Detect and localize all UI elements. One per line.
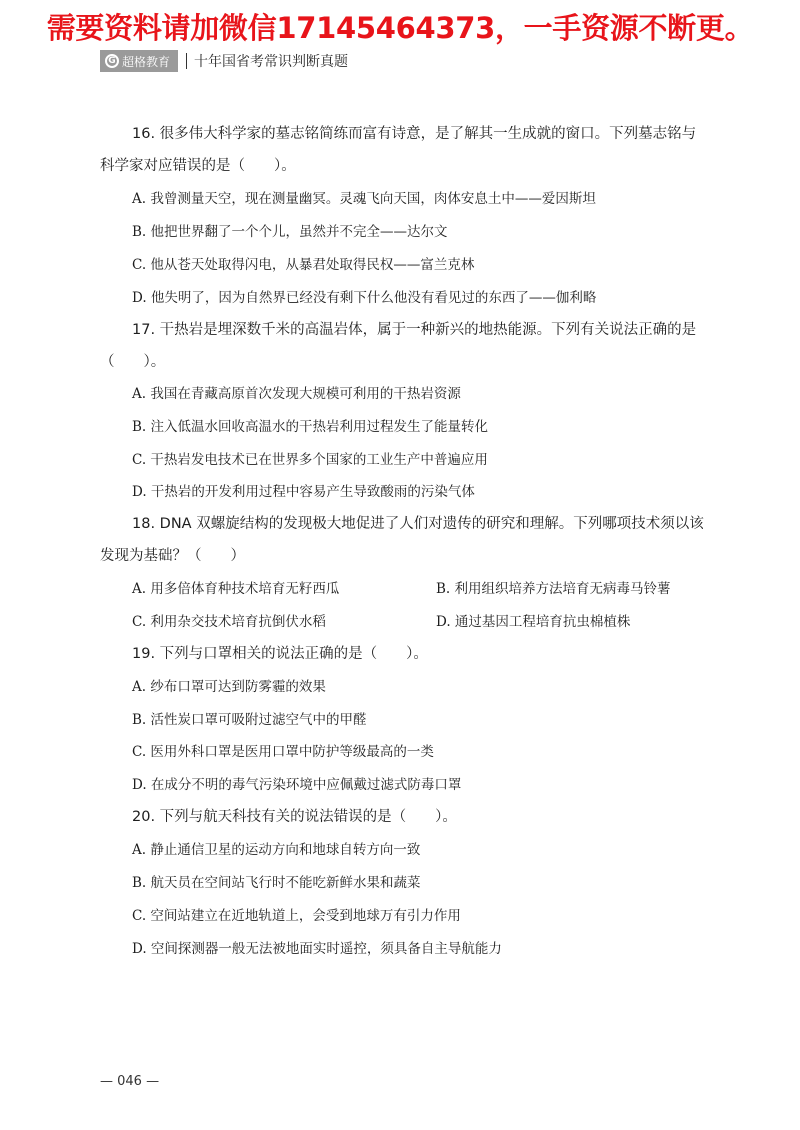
page-number: — 046 —: [100, 1074, 160, 1089]
book-title: 十年国省考常识判断真题: [194, 54, 349, 70]
question-18-option-d: D. 通过基因工程培育抗虫棉植株: [436, 614, 631, 630]
question-19-option-a: A. 纱布口罩可达到防雾霾的效果: [132, 679, 326, 695]
question-19-option-c: C. 医用外科口罩是医用口罩中防护等级最高的一类: [132, 744, 434, 760]
question-17-stem-line-2: （ ）。: [100, 354, 166, 370]
question-16-option-c: C. 他从苍天处取得闪电，从暴君处取得民权——富兰克林: [132, 257, 475, 273]
question-16-stem-line-2: 科学家对应错误的是（ ）。: [100, 158, 296, 174]
question-17-option-b: B. 注入低温水回收高温水的干热岩利用过程发生了能量转化: [132, 419, 489, 435]
question-16-stem-line-1: 16. 很多伟大科学家的墓志铭简练而富有诗意，是了解其一生成就的窗口。下列墓志铭与: [132, 126, 697, 142]
question-16-option-a: A. 我曾测量天空，现在测量幽冥。灵魂飞向天国，肉体安息土中——爱因斯坦: [132, 191, 596, 207]
question-20-option-d: D. 空间探测器一般无法被地面实时遥控，须具备自主导航能力: [132, 941, 502, 957]
question-17-option-c: C. 干热岩发电技术已在世界多个国家的工业生产中普遍应用: [132, 452, 488, 468]
question-18-option-a: A. 用多倍体育种技术培育无籽西瓜: [132, 581, 340, 597]
question-18-stem-line-2: 发现为基础？（ ）: [100, 548, 245, 564]
page-header: [100, 50, 348, 72]
question-20-option-c: C. 空间站建立在近地轨道上，会受到地球万有引力作用: [132, 908, 461, 924]
question-20-option-b: B. 航天员在空间站飞行时不能吃新鲜水果和蔬菜: [132, 875, 421, 891]
question-20-stem: 20. 下列与航天科技有关的说法错误的是（ ）。: [132, 809, 457, 825]
question-19-option-b: B. 活性炭口罩可吸附过滤空气中的甲醛: [132, 712, 367, 728]
question-19-option-d: D. 在成分不明的毒气污染环境中应佩戴过滤式防毒口罩: [132, 777, 462, 793]
question-17-stem-line-1: 17. 干热岩是埋深数千米的高温岩体，属于一种新兴的地热能源。下列有关说法正确的是: [132, 322, 697, 338]
question-16-option-b: B. 他把世界翻了一个个儿，虽然并不完全——达尔文: [132, 224, 448, 240]
logo-g-icon: G: [105, 54, 119, 68]
publisher-logo: [100, 50, 178, 72]
watermark-banner: 需要资料请加微信17145464373，一手资源不断更。: [46, 11, 754, 45]
question-17-option-d: D. 干热岩的开发利用过程中容易产生导致酸雨的污染气体: [132, 484, 475, 500]
question-18-stem-line-1: 18. DNA 双螺旋结构的发现极大地促进了人们对遗传的研究和理解。下列哪项技术须以该: [132, 516, 704, 532]
question-17-option-a: A. 我国在青藏高原首次发现大规模可利用的干热岩资源: [132, 386, 461, 402]
question-18-option-b: B. 利用组织培养方法培育无病毒马铃薯: [436, 581, 671, 597]
question-20-option-a: A. 静止通信卫星的运动方向和地球自转方向一致: [132, 842, 421, 858]
question-18-option-c: C. 利用杂交技术培育抗倒伏水稻: [132, 614, 326, 630]
logo-text: 超格教育: [122, 54, 171, 69]
question-16-option-d: D. 他失明了，因为自然界已经没有剩下什么他没有看见过的东西了——伽利略: [132, 290, 597, 306]
question-19-stem: 19. 下列与口罩相关的说法正确的是（ ）。: [132, 646, 428, 662]
header-divider: [186, 53, 187, 69]
